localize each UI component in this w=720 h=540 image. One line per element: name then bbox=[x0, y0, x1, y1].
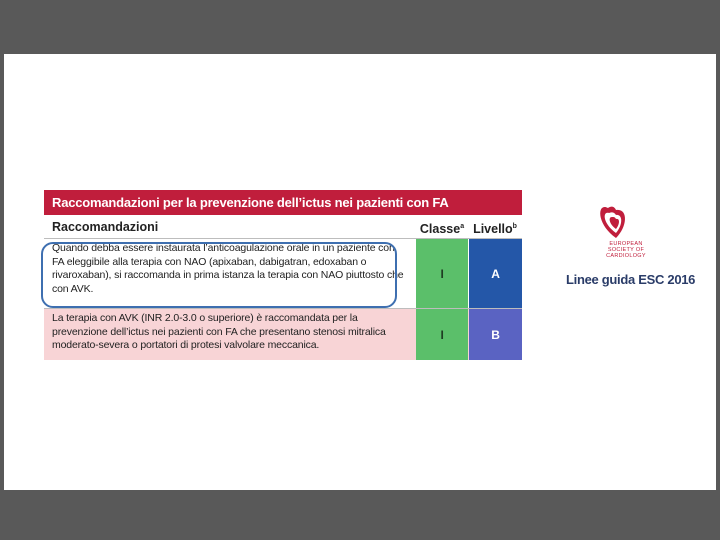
table-row bbox=[44, 309, 522, 360]
highlight-outline bbox=[41, 242, 397, 308]
header-class-sup: a bbox=[460, 223, 465, 230]
header-level-sup: b bbox=[512, 223, 517, 230]
recommendation-text: Quando debba essere instaurata l’anticoagulazione orale in un paziente con FA eleggibile alla terapia con NAO (apixaban, dabigatran, edoxaban o rivaroxaban), si raccomanda in prima istanza la terapia con NAO piuttosto che con AVK. bbox=[52, 242, 404, 295]
header-class-label: Classe bbox=[419, 222, 461, 237]
logo-title: Linee guida ESC 2016 bbox=[566, 272, 696, 287]
level-cell: B bbox=[469, 309, 522, 360]
header-level bbox=[468, 215, 522, 238]
table-title: Raccomandazioni per la prevenzione dell’ictus nei pazienti con FA bbox=[44, 190, 522, 215]
header-recommendations: Raccomandazioni bbox=[52, 220, 159, 234]
level-cell: A bbox=[469, 239, 522, 308]
logo-society-name: EUROPEAN SOCIETY OF CARDIOLOGY bbox=[606, 241, 646, 259]
recommendation-text: La terapia con AVK (INR 2.0-3.0 o superiore) è raccomandata per la prevenzione dell’ictus nei pazienti con FA che presentano stenosi mitralica moderato-severa o portatori di protesi valvolare meccanica. bbox=[52, 312, 386, 351]
header-level-label: Livello bbox=[473, 222, 513, 237]
class-cell: I bbox=[416, 309, 468, 360]
class-cell: I bbox=[416, 239, 468, 308]
table-header bbox=[44, 215, 522, 239]
header-class bbox=[416, 215, 468, 238]
